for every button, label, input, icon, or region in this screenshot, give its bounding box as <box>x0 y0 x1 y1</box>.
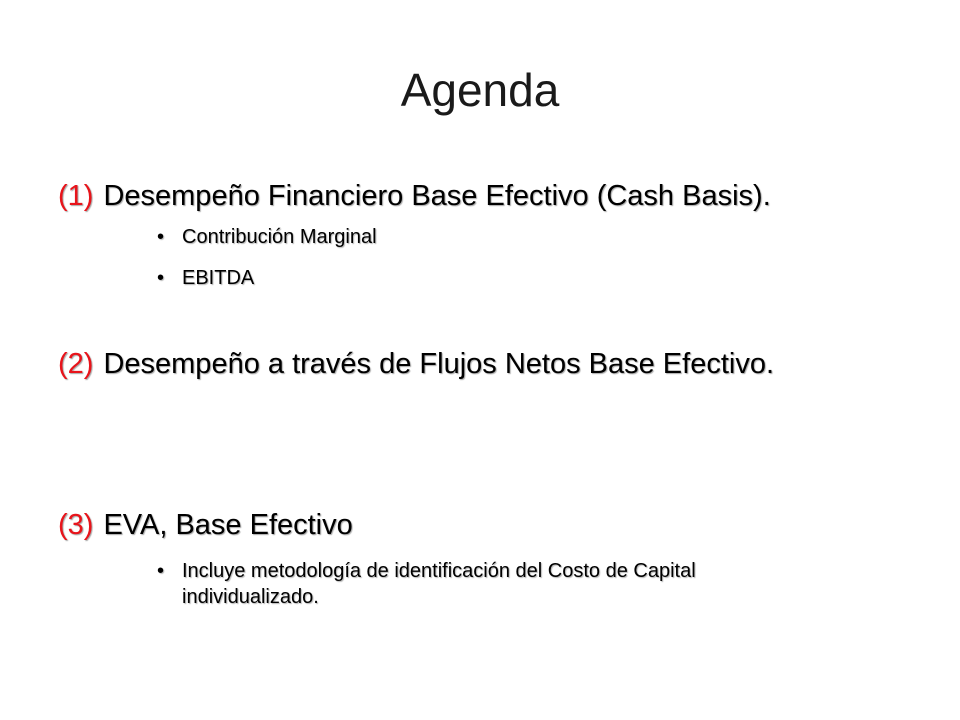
agenda-item-2 <box>58 345 918 383</box>
agenda-item-1 <box>58 177 918 291</box>
slide-title: Agenda <box>400 64 560 116</box>
bullet-list-3 <box>58 558 918 610</box>
bullet-text: EBITDA <box>182 267 255 289</box>
agenda-number-2: (2) <box>58 348 94 380</box>
agenda-text-1: Desempeño Financiero Base Efectivo (Cash Basis). <box>103 180 771 212</box>
agenda-heading-1 <box>58 177 918 215</box>
list-item <box>58 224 918 250</box>
agenda-text-2: Desempeño a través de Flujos Netos Base Efectivo. <box>103 348 775 380</box>
bullet-icon: • <box>157 560 165 582</box>
list-item <box>58 265 918 291</box>
bullet-icon: • <box>157 226 165 248</box>
bullet-text: Contribución Marginal <box>182 226 377 248</box>
agenda-item-3 <box>58 506 918 610</box>
agenda-heading-3 <box>58 506 918 544</box>
bullet-text: Incluye metodología de identificación del Costo de Capital individualizado. <box>182 560 696 608</box>
bullet-list-1 <box>58 224 918 291</box>
agenda-heading-2 <box>58 345 918 383</box>
list-item <box>58 558 918 610</box>
agenda-text-3: EVA, Base Efectivo <box>103 509 353 541</box>
bullet-icon: • <box>157 267 165 289</box>
agenda-number-3: (3) <box>58 509 94 541</box>
agenda-number-1: (1) <box>58 180 94 212</box>
